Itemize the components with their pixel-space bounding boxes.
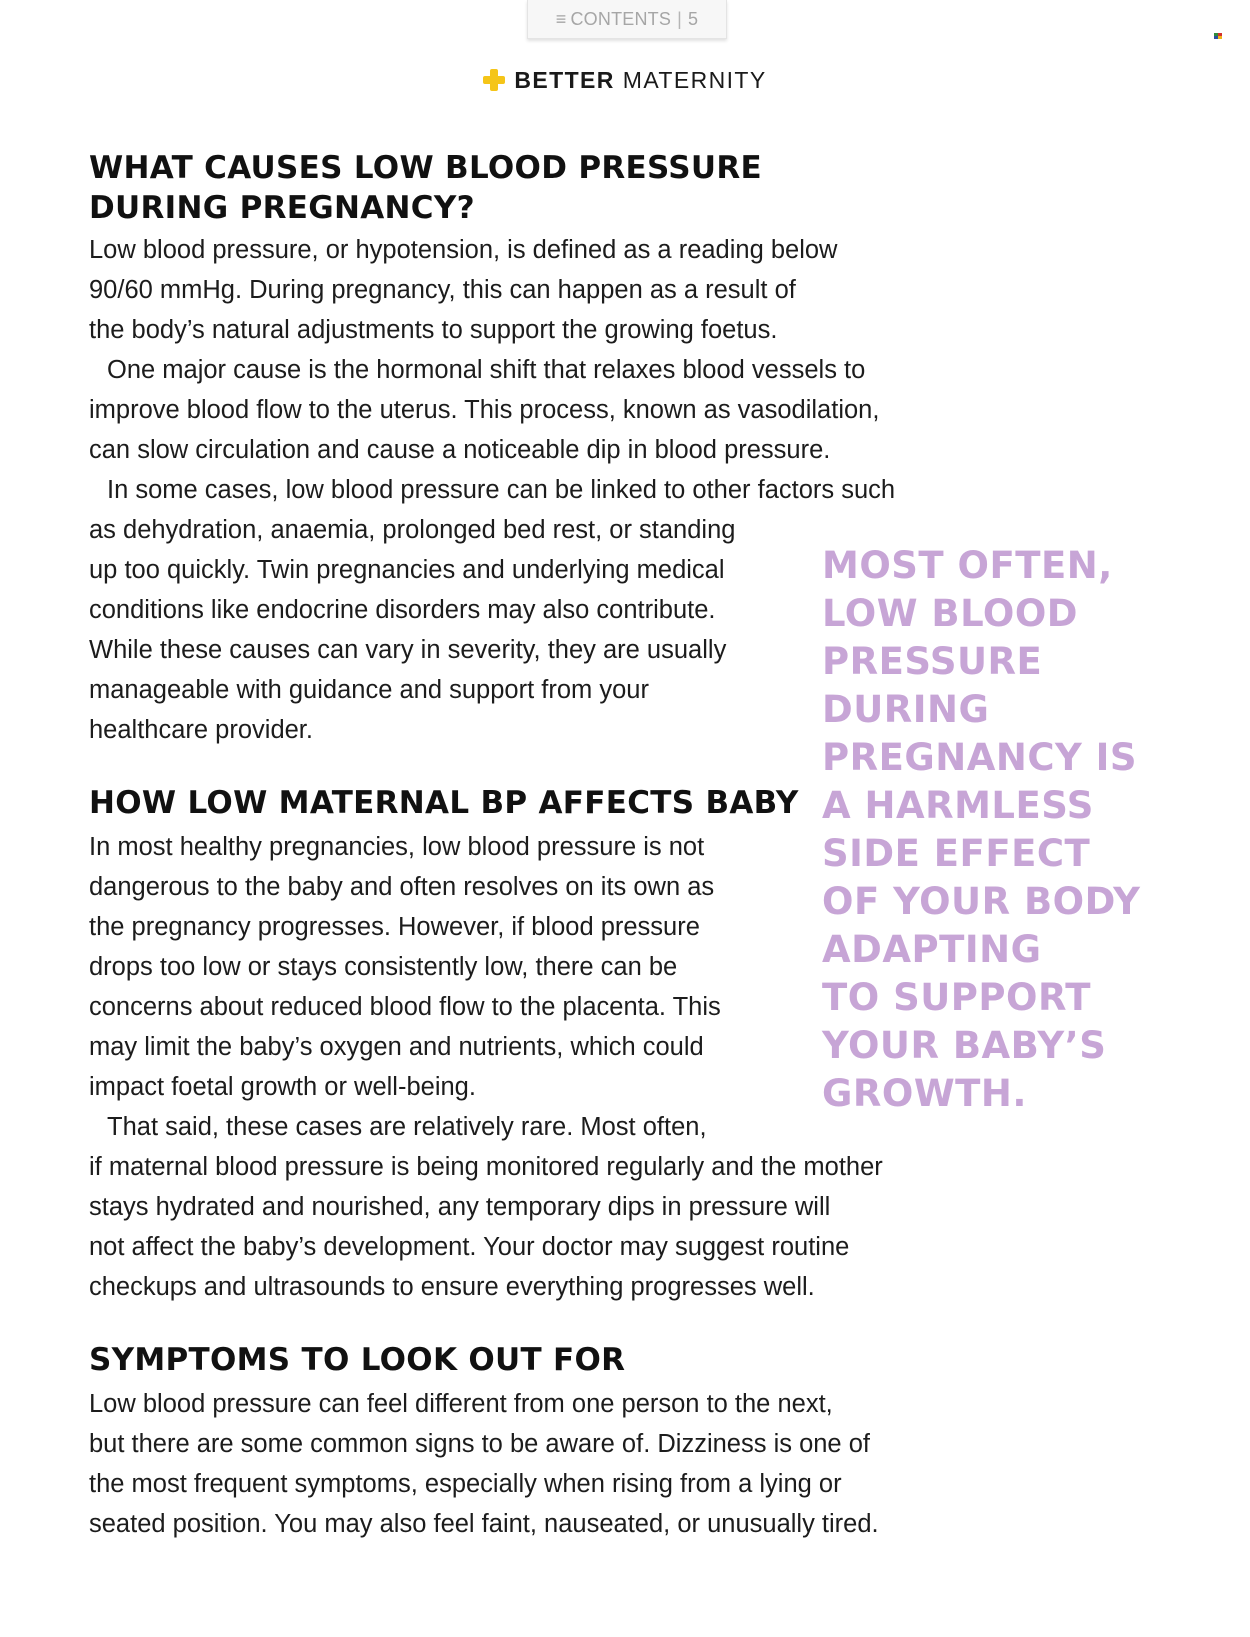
text-line: but there are some common signs to be aware of. Dizziness is one of [89, 1430, 870, 1458]
paragraph [89, 350, 879, 470]
pull-quote-line: TO SUPPORT [822, 976, 1092, 1019]
section-heading-affects-baby: HOW LOW MATERNAL BP AFFECTS BABY [89, 785, 799, 821]
text-line: the most frequent symptoms, especially when rising from a lying or [89, 1470, 842, 1498]
text-line: impact foetal growth or well-being. [89, 1073, 476, 1101]
text-line: dangerous to the baby and often resolves on its own as [89, 873, 715, 901]
pull-quote-line: SIDE EFFECT [822, 832, 1091, 875]
text-line: 90/60 mmHg. During pregnancy, this can happen as a result of [89, 276, 796, 304]
text-line: conditions like endocrine disorders may also contribute. [89, 596, 716, 624]
divider: | [677, 8, 682, 29]
pull-quote-line: PRESSURE [822, 640, 1043, 683]
pull-quote [822, 542, 1232, 1118]
text-line: improve blood flow to the uterus. This process, known as vasodilation, [89, 396, 880, 424]
text-line: That said, these cases are relatively rare. Most often, [107, 1113, 707, 1141]
pull-quote-line: PREGNANCY IS [822, 736, 1138, 779]
pull-quote-line: A HARMLESS [822, 784, 1094, 827]
text-line: seated position. You may also feel faint, nauseated, or unusually tired. [89, 1510, 879, 1538]
paragraph [89, 1107, 883, 1307]
text-line: While these causes can vary in severity, they are usually [89, 636, 727, 664]
text-line: can slow circulation and cause a noticeable dip in blood pressure. [89, 436, 831, 464]
page-number: 5 [687, 8, 699, 29]
text-line: if maternal blood pressure is being monitored regularly and the mother [89, 1153, 883, 1181]
paragraph [89, 827, 721, 1107]
pull-quote-line: MOST OFTEN, [822, 544, 1113, 587]
pull-quote-line: ADAPTING [822, 928, 1042, 971]
contents-label: CONTENTS [570, 8, 672, 29]
text-line: manageable with guidance and support from your [89, 676, 649, 704]
text-line: as dehydration, anaemia, prolonged bed rest, or standing [89, 516, 736, 544]
pull-quote-line: GROWTH. [822, 1072, 1027, 1115]
brand-header [0, 64, 1250, 96]
pull-quote-line: DURING [822, 688, 990, 731]
text-line: In some cases, low blood pressure can be linked to other factors such [107, 476, 896, 504]
text-line: not affect the baby’s development. Your doctor may suggest routine [89, 1233, 850, 1261]
text-line: the body’s natural adjustments to support the growing foetus. [89, 316, 778, 344]
paragraph [89, 230, 837, 350]
corner-mark-icon [1214, 33, 1222, 39]
text-line: One major cause is the hormonal shift that relaxes blood vessels to [107, 356, 866, 384]
heading-line: WHAT CAUSES LOW BLOOD PRESSURE [89, 150, 762, 186]
section-heading-symptoms: SYMPTOMS TO LOOK OUT FOR [89, 1342, 626, 1378]
brand-name-light: MATERNITY [622, 66, 767, 93]
pull-quote-line: OF YOUR BODY [822, 880, 1141, 923]
brand-name-bold: BETTER [514, 66, 615, 93]
pull-quote-line: YOUR BABY’S [822, 1024, 1107, 1067]
contents-button[interactable] [527, 0, 727, 39]
section-heading-causes [89, 148, 762, 228]
text-line: healthcare provider. [89, 716, 313, 744]
text-line: In most healthy pregnancies, low blood pressure is not [89, 833, 705, 861]
heading-line: DURING PREGNANCY? [89, 190, 475, 226]
text-line: concerns about reduced blood flow to the placenta. This [89, 993, 721, 1021]
menu-icon: ≡ [555, 8, 567, 29]
paragraph [89, 1384, 879, 1544]
pull-quote-line: LOW BLOOD [822, 592, 1078, 635]
text-line: Low blood pressure, or hypotension, is defined as a reading below [89, 236, 838, 264]
paragraph [89, 470, 895, 750]
text-line: stays hydrated and nourished, any temporary dips in pressure will [89, 1193, 831, 1221]
text-line: up too quickly. Twin pregnancies and underlying medical [89, 556, 725, 584]
plus-cross-icon [483, 69, 505, 91]
text-line: Low blood pressure can feel different from one person to the next, [89, 1390, 833, 1418]
text-line: the pregnancy progresses. However, if blood pressure [89, 913, 700, 941]
text-line: checkups and ultrasounds to ensure everything progresses well. [89, 1273, 815, 1301]
text-line: may limit the baby’s oxygen and nutrients, which could [89, 1033, 704, 1061]
text-line: drops too low or stays consistently low, there can be [89, 953, 678, 981]
